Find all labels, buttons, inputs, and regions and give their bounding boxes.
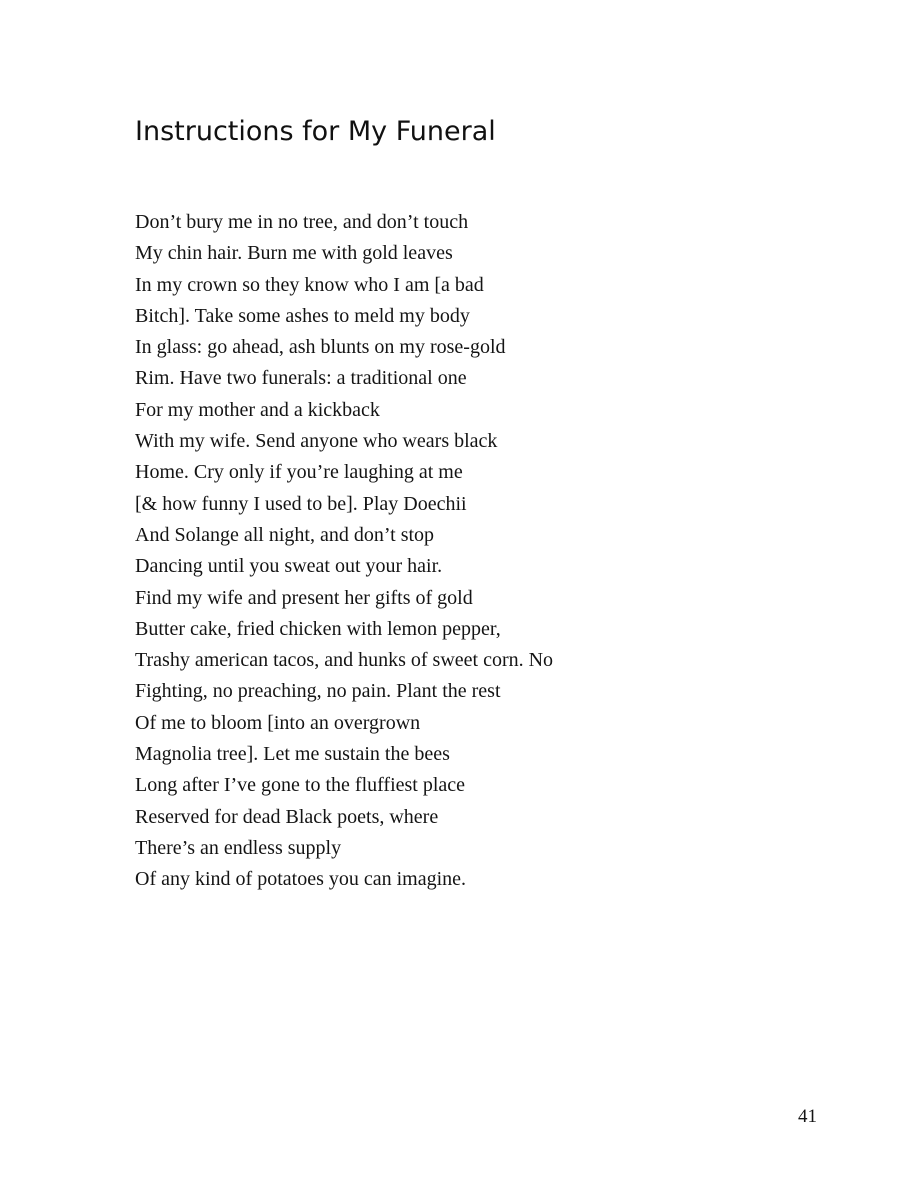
poem-line: Home. Cry only if you’re laughing at me bbox=[135, 461, 463, 484]
poem-line: Dancing until you sweat out your hair. bbox=[135, 555, 443, 578]
poem-line: For my mother and a kickback bbox=[135, 398, 380, 421]
poem-line: Find my wife and present her gifts of gold bbox=[135, 586, 473, 609]
poem-line: [& how funny I used to be]. Play Doechii bbox=[135, 492, 467, 515]
poem-body bbox=[135, 207, 553, 896]
poem-line: Butter cake, fried chicken with lemon pepper, bbox=[135, 617, 501, 640]
poem-line: Trashy american tacos, and hunks of sweet corn. No bbox=[135, 649, 554, 672]
poem-line: Don’t bury me in no tree, and don’t touch bbox=[135, 211, 469, 233]
poem-line: Of any kind of potatoes you can imagine. bbox=[135, 868, 467, 891]
poem-line: Fighting, no preaching, no pain. Plant the rest bbox=[135, 680, 501, 703]
poem-line: And Solange all night, and don’t stop bbox=[135, 523, 435, 546]
poem-line: Reserved for dead Black poets, where bbox=[135, 805, 439, 828]
poem-line: Bitch]. Take some ashes to meld my body bbox=[135, 304, 470, 327]
poem-line: In my crown so they know who I am [a bad bbox=[135, 273, 484, 296]
poem-line: With my wife. Send anyone who wears black bbox=[135, 430, 498, 453]
poem-line: Magnolia tree]. Let me sustain the bees bbox=[135, 743, 450, 766]
page-number: 41 bbox=[798, 1106, 817, 1127]
poem-line: Of me to bloom [into an overgrown bbox=[135, 711, 421, 734]
poem-line: There’s an endless supply bbox=[135, 836, 342, 859]
poem-line: Rim. Have two funerals: a traditional one bbox=[135, 367, 467, 390]
poem-line: My chin hair. Burn me with gold leaves bbox=[135, 242, 453, 265]
page-title: Instructions for My Funeral bbox=[135, 116, 496, 147]
poem-line: Long after I’ve gone to the fluffiest place bbox=[135, 774, 466, 797]
poem-line: In glass: go ahead, ash blunts on my rose-gold bbox=[135, 336, 506, 359]
